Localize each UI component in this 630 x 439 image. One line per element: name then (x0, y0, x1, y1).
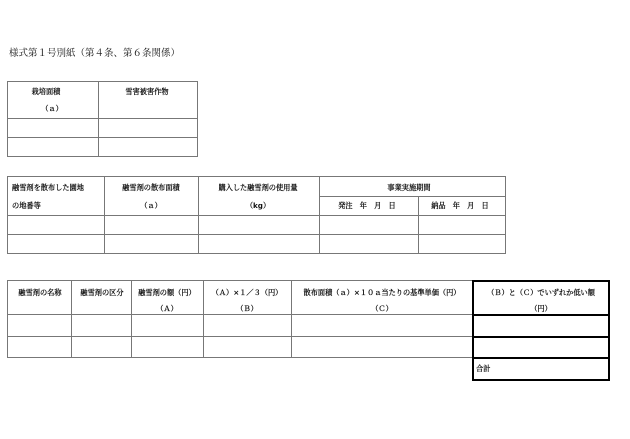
t2-order-date-label: 発注 年 月 日 (338, 201, 396, 210)
t2-spread-area-label: 融雪剤の散布面積 (122, 183, 180, 192)
t3-name-label: 融雪剤の名称 (18, 288, 62, 297)
t3-row1-amount[interactable] (131, 314, 204, 337)
t2-row2-area[interactable] (104, 234, 199, 254)
t2-usage-unit: （kg） (245, 201, 271, 210)
t3-row1-name[interactable] (7, 314, 72, 337)
t3-row2-category[interactable] (71, 336, 132, 358)
t2-spread-area-unit: （ａ） (140, 201, 162, 210)
t2-row2-delivery[interactable] (418, 234, 506, 254)
t2-delivery-date-label: 納品 年 月 日 (431, 201, 489, 210)
t3-one-third-label: （Ａ）×１／３（円） (211, 288, 283, 297)
t1-cultivation-area-unit: （ａ） (41, 104, 63, 113)
t3-row2-lower-amount[interactable] (472, 336, 610, 359)
t3-row2-one-third[interactable] (203, 336, 292, 358)
t3-total-label: 合計 (476, 364, 491, 373)
t3-lower-amount-label: （Ｂ）と（Ｃ）でいずれか低い額 (487, 288, 595, 297)
t2-row2-order[interactable] (319, 234, 419, 254)
t2-row2-usage[interactable] (198, 234, 320, 254)
t3-row1-category[interactable] (71, 314, 132, 337)
t2-plot-label-1: 融雪剤を散布した園地 (12, 183, 84, 192)
t1-damaged-crop-label: 雪害被害作物 (125, 87, 169, 96)
t2-row1-plot[interactable] (7, 215, 105, 235)
t3-header-name (7, 280, 72, 315)
t1-row2-crop[interactable] (98, 137, 198, 157)
page-title: 様式第１号別紙（第４条、第６条関係） (9, 48, 181, 59)
t3-row1-one-third[interactable] (203, 314, 292, 337)
t1-row1-area[interactable] (7, 118, 99, 138)
t2-row1-usage[interactable] (198, 215, 320, 235)
t3-one-third-code: （Ｂ） (236, 304, 258, 313)
t3-row1-base-price[interactable] (291, 314, 473, 337)
t3-amount-code: （Ａ） (156, 304, 178, 313)
t2-header-usage (198, 176, 320, 216)
t3-total-cell[interactable] (472, 357, 610, 381)
t2-plot-label-2: の地番等 (12, 201, 41, 210)
t3-category-label: 融雪剤の区分 (80, 288, 124, 297)
t2-row1-order[interactable] (319, 215, 419, 235)
t2-row1-delivery[interactable] (418, 215, 506, 235)
t3-row1-lower-amount[interactable] (472, 314, 610, 338)
t2-header-plot (7, 176, 105, 216)
t3-base-price-label: 散布面積（ａ）×１０ａ当たりの基準単価（円） (303, 288, 461, 297)
t1-cultivation-area-label: 栽培面積 (31, 87, 61, 96)
t1-row1-crop[interactable] (98, 118, 198, 138)
t2-usage-label: 購入した融雪剤の使用量 (218, 183, 298, 192)
t3-lower-amount-unit: （円） (530, 304, 552, 313)
t2-period-label: 事業実施期間 (387, 183, 431, 192)
t3-header-category (71, 280, 132, 315)
t2-row2-plot[interactable] (7, 234, 105, 254)
t2-row1-area[interactable] (104, 215, 199, 235)
t1-row2-area[interactable] (7, 137, 99, 157)
t3-amount-label: 融雪剤の額（円） (138, 288, 196, 297)
t3-base-price-code: （Ｃ） (371, 304, 393, 313)
t3-row2-amount[interactable] (131, 336, 204, 358)
t3-row2-base-price[interactable] (291, 336, 473, 358)
t3-row2-name[interactable] (7, 336, 72, 358)
t2-header-spread-area (104, 176, 199, 216)
